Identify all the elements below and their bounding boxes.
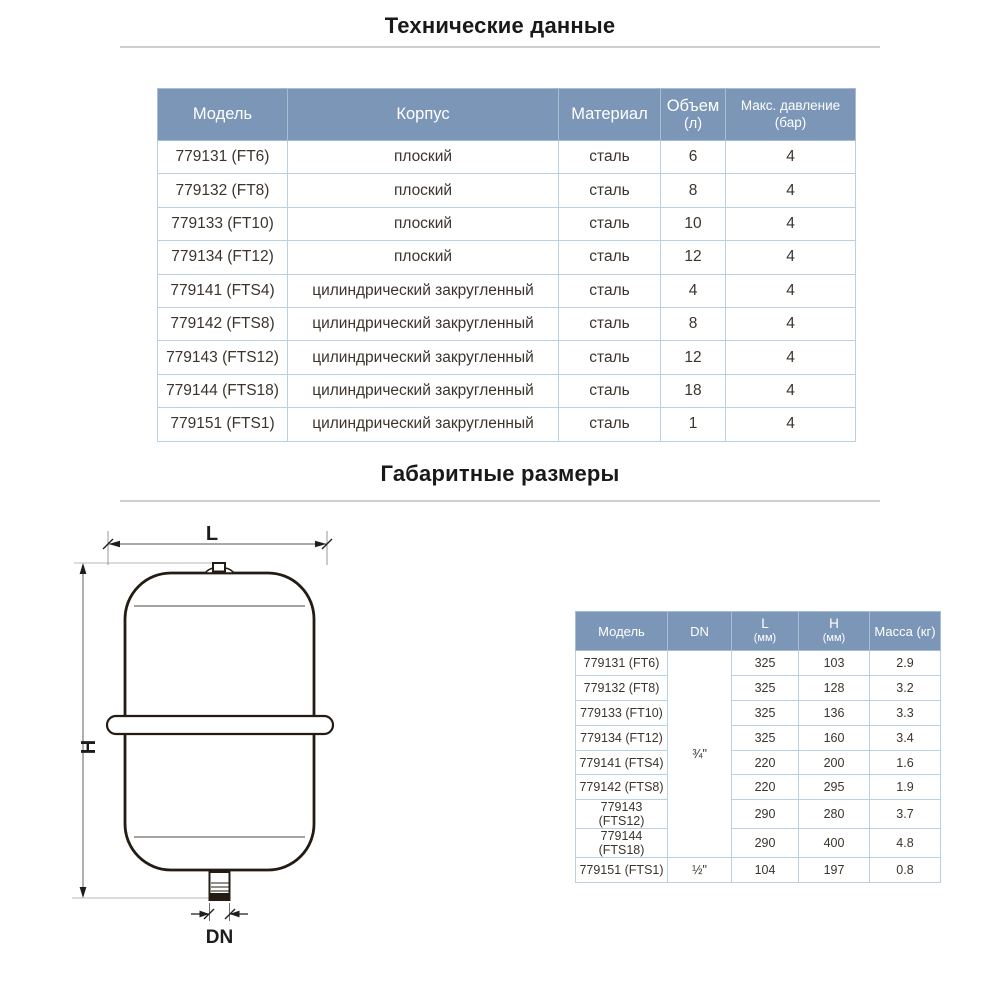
table-row	[576, 858, 941, 883]
cell-model: 779134 (FT12)	[158, 241, 288, 274]
cell-body: цилиндрический закругленный	[288, 374, 559, 407]
cell-model: 779151 (FTS1)	[576, 858, 668, 883]
cell-model: 779131 (FT6)	[576, 651, 668, 676]
cell-material: сталь	[559, 207, 661, 240]
cell-h: 136	[799, 700, 870, 725]
cell-model: 779132 (FT8)	[158, 174, 288, 207]
cell-volume: 8	[661, 307, 726, 340]
cell-model: 779141 (FTS4)	[158, 274, 288, 307]
cell-model: 779142 (FTS8)	[576, 775, 668, 800]
cell-dn: ½"	[668, 858, 732, 883]
section-divider	[120, 500, 880, 502]
col-header-pressure	[726, 89, 856, 141]
table-row	[576, 725, 941, 750]
mounting-band	[107, 716, 333, 734]
cell-mass: 0.8	[870, 858, 941, 883]
cell-body: цилиндрический закругленный	[288, 408, 559, 441]
cell-volume: 1	[661, 408, 726, 441]
cell-pressure: 4	[726, 408, 856, 441]
cell-l: 220	[732, 775, 799, 800]
cell-h: 295	[799, 775, 870, 800]
table-row	[576, 775, 941, 800]
cell-material: сталь	[559, 374, 661, 407]
dim-dn-arrow-left	[200, 911, 210, 918]
cell-h: 160	[799, 725, 870, 750]
table-row	[576, 700, 941, 725]
cell-mass: 3.2	[870, 675, 941, 700]
table-row	[158, 341, 856, 374]
cell-pressure: 4	[726, 341, 856, 374]
col-header-l	[732, 612, 799, 651]
cell-material: сталь	[559, 307, 661, 340]
cell-l: 290	[732, 800, 799, 829]
cell-pressure: 4	[726, 307, 856, 340]
cell-body: цилиндрический закругленный	[288, 307, 559, 340]
cell-material: сталь	[559, 274, 661, 307]
cell-volume: 12	[661, 241, 726, 274]
cell-material: сталь	[559, 141, 661, 174]
table-row	[576, 829, 941, 858]
col-header-model: Модель	[158, 89, 288, 141]
cell-body: цилиндрический закругленный	[288, 274, 559, 307]
cell-volume: 18	[661, 374, 726, 407]
cell-material: сталь	[559, 408, 661, 441]
cell-mass: 3.3	[870, 700, 941, 725]
cell-model: 779133 (FT10)	[576, 700, 668, 725]
col-header-pressure-line2: (бар)	[774, 114, 807, 130]
col-header-body: Корпус	[288, 89, 559, 141]
page-title-technical-data: Технические данные	[384, 13, 616, 38]
table-row	[158, 307, 856, 340]
cell-h: 400	[799, 829, 870, 858]
col-header-l-line2: (мм)	[753, 631, 777, 644]
cell-model: 779131 (FT6)	[158, 141, 288, 174]
dim-h-label: H	[78, 739, 100, 755]
cell-volume: 6	[661, 141, 726, 174]
cell-mass: 3.7	[870, 800, 941, 829]
cell-model: 779133 (FT10)	[158, 207, 288, 240]
table-row	[158, 408, 856, 441]
cell-pressure: 4	[726, 141, 856, 174]
cell-body: плоский	[288, 141, 559, 174]
table-row	[576, 750, 941, 775]
cell-material: сталь	[559, 241, 661, 274]
table-row	[158, 241, 856, 274]
dim-h-arrow-bottom	[80, 887, 87, 898]
table-row	[158, 207, 856, 240]
table-row	[158, 374, 856, 407]
col-header-mass: Масса (кг)	[870, 612, 941, 651]
cell-h: 280	[799, 800, 870, 829]
col-header-dn: DN	[668, 612, 732, 651]
cell-pressure: 4	[726, 241, 856, 274]
table-row	[576, 675, 941, 700]
cell-body: плоский	[288, 241, 559, 274]
col-header-model: Модель	[576, 612, 668, 651]
cell-model: 779144 (FTS18)	[576, 829, 668, 858]
cell-pressure: 4	[726, 374, 856, 407]
cell-model: 779141 (FTS4)	[576, 750, 668, 775]
cell-volume: 8	[661, 174, 726, 207]
cell-model: 779151 (FTS1)	[158, 408, 288, 441]
cell-volume: 4	[661, 274, 726, 307]
cell-mass: 3.4	[870, 725, 941, 750]
page-title-dimensions: Габаритные размеры	[380, 461, 620, 486]
cell-volume: 12	[661, 341, 726, 374]
cell-l: 290	[732, 829, 799, 858]
cell-l: 104	[732, 858, 799, 883]
cell-dn-group: ¾"	[668, 651, 732, 858]
table-row	[158, 141, 856, 174]
col-header-pressure-line1: Макс. давление	[740, 97, 841, 113]
cell-volume: 10	[661, 207, 726, 240]
section-divider	[120, 46, 880, 48]
tank-diagram	[60, 515, 360, 955]
cell-mass: 1.9	[870, 775, 941, 800]
cell-pressure: 4	[726, 207, 856, 240]
cell-h: 200	[799, 750, 870, 775]
table-row	[158, 174, 856, 207]
cell-l: 325	[732, 725, 799, 750]
dim-h-arrow-top	[80, 563, 87, 574]
cell-model: 779144 (FTS18)	[158, 374, 288, 407]
cell-pressure: 4	[726, 274, 856, 307]
col-header-volume-line2: (л)	[683, 115, 703, 132]
cell-model: 779143 (FTS12)	[576, 800, 668, 829]
col-header-h-line2: (мм)	[822, 631, 846, 644]
cell-material: сталь	[559, 341, 661, 374]
col-header-l-line1: L	[761, 615, 769, 631]
cell-mass: 1.6	[870, 750, 941, 775]
cell-l: 220	[732, 750, 799, 775]
col-header-volume-line1: Объем	[666, 96, 720, 115]
cell-model: 779143 (FTS12)	[158, 341, 288, 374]
cell-l: 325	[732, 651, 799, 676]
cell-material: сталь	[559, 174, 661, 207]
dim-l-label: L	[205, 523, 219, 545]
cell-h: 103	[799, 651, 870, 676]
table-row	[576, 800, 941, 829]
cell-model: 779132 (FT8)	[576, 675, 668, 700]
cell-body: плоский	[288, 207, 559, 240]
header-row	[158, 89, 856, 141]
cell-mass: 2.9	[870, 651, 941, 676]
dim-dn-arrow-right	[230, 911, 240, 918]
cell-model: 779134 (FT12)	[576, 725, 668, 750]
dim-dn-label: DN	[205, 927, 234, 948]
col-header-material: Материал	[559, 89, 661, 141]
col-header-volume	[661, 89, 726, 141]
cell-body: плоский	[288, 174, 559, 207]
header-row	[576, 612, 941, 651]
air-valve	[213, 563, 225, 572]
cell-h: 128	[799, 675, 870, 700]
cell-body: цилиндрический закругленный	[288, 341, 559, 374]
cell-l: 325	[732, 675, 799, 700]
dimensions-table	[575, 611, 941, 883]
col-header-h	[799, 612, 870, 651]
pipe-solid-end	[210, 893, 229, 900]
cell-pressure: 4	[726, 174, 856, 207]
col-header-h-line1: H	[829, 615, 839, 631]
cell-mass: 4.8	[870, 829, 941, 858]
table-row	[576, 651, 941, 676]
cell-model: 779142 (FTS8)	[158, 307, 288, 340]
technical-data-table	[157, 88, 856, 442]
cell-l: 325	[732, 700, 799, 725]
table-row	[158, 274, 856, 307]
cell-h: 197	[799, 858, 870, 883]
